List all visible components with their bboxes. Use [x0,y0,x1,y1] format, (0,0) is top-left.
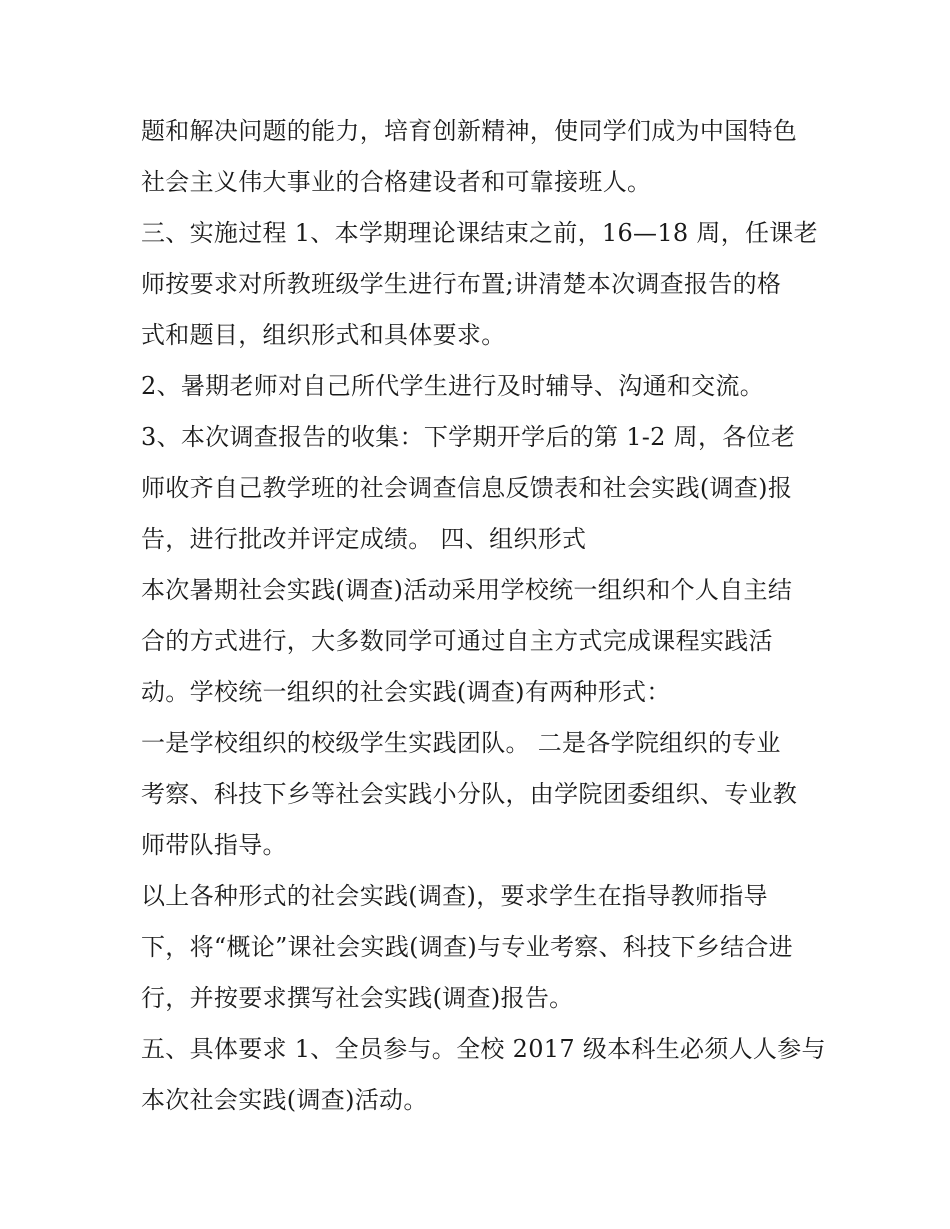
text-line: 本次社会实践(调查)活动。 [141,1086,428,1114]
text-line: 告，进行批改并评定成绩。 四、组织形式 [141,525,587,553]
text-line: 社会主义伟大事业的合格建设者和可靠接班人。 [141,168,652,196]
text-line: 师按要求对所教班级学生进行布置;讲清楚本次调查报告的格 [141,270,782,298]
text-line: 师带队指导。 [141,831,287,859]
text-line: 一是学校组织的校级学生实践团队。 二是各学院组织的专业 [141,729,781,757]
text-line: 以上各种形式的社会实践(调查)，要求学生在指导教师指导 [141,882,768,910]
text-line: 行，并按要求撰写社会实践(调查)报告。 [141,984,574,1012]
document-body [141,106,826,1126]
text-line: 五、具体要求 1、全员参与。全校 2017 级本科生必须人人参与 [141,1035,826,1063]
text-line: 考察、科技下乡等社会实践小分队，由学院团委组织、专业教 [141,780,798,808]
text-line: 师收齐自己教学班的社会调查信息反馈表和社会实践(调查)报 [141,474,793,502]
text-line: 本次暑期社会实践(调查)活动采用学校统一组织和个人自主结 [141,576,793,604]
text-line: 合的方式进行，大多数同学可通过自主方式完成课程实践活 [141,627,773,655]
text-line: 动。学校统一组织的社会实践(调查)有两种形式： [141,678,671,706]
text-line: 式和题目，组织形式和具体要求。 [141,321,506,349]
text-line: 3、本次调查报告的收集：下学期开学后的第 1-2 周，各位老 [141,423,796,451]
text-line: 题和解决问题的能力，培育创新精神，使同学们成为中国特色 [141,117,798,145]
text-line: 2、暑期老师对自己所代学生进行及时辅导、沟通和交流。 [141,372,765,400]
text-line: 下，将“概论”课社会实践(调查)与专业考察、科技下乡结合进 [141,933,793,961]
text-line: 三、实施过程 1、本学期理论课结束之前，16—18 周，任课老 [141,219,818,247]
